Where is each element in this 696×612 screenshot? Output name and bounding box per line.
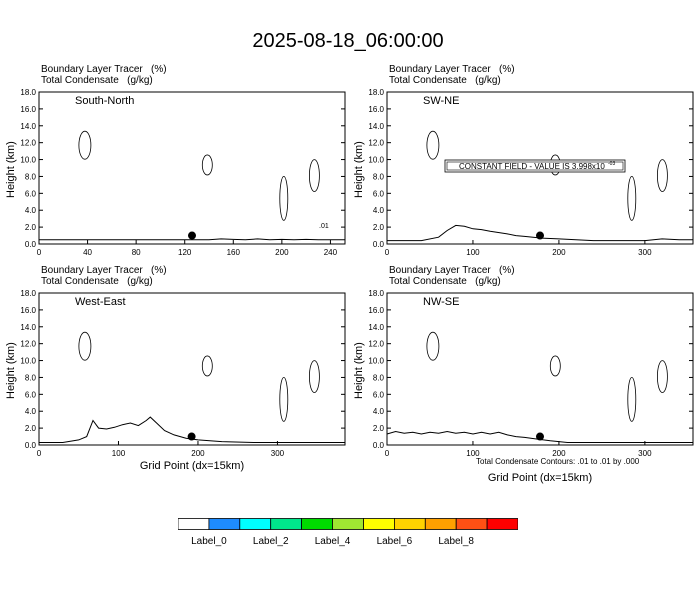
- panel-4-ytick-label: 10.0: [368, 356, 384, 366]
- panel-3-xtick-label: 300: [270, 449, 285, 458]
- panel-1-xtick-label: 200: [275, 248, 289, 257]
- panel-1-ytick-label: 10.0: [20, 155, 36, 165]
- colorbar-labels: [0, 536, 696, 550]
- panel-3-xtick-label: 100: [111, 449, 126, 458]
- panel-1-xtick-label: 160: [226, 248, 240, 257]
- panel-4-ytick-label: 8.0: [372, 373, 384, 383]
- panel-3-xlabel: Grid Point (dx=15km): [139, 460, 245, 472]
- panel-4-xlabel: Grid Point (dx=15km): [487, 472, 593, 484]
- panel-2-panel-label: SW-NE: [423, 95, 460, 107]
- panel-1-location-marker: [188, 232, 196, 240]
- panel-2-xtick-label: 0: [384, 248, 390, 257]
- panel-4-condensate-contour: [550, 356, 560, 376]
- panel-3-location-marker: [188, 433, 196, 441]
- panel-4-ytick-label: 6.0: [372, 390, 384, 400]
- panel-4-location-marker: [536, 433, 544, 441]
- panel-2-header-tracer: Boundary Layer Tracer (%): [389, 64, 515, 75]
- panel-1-xtick-label: 80: [131, 248, 141, 257]
- panel-4-xtick-label: 200: [552, 449, 566, 458]
- panel-4-ytick-label: 14.0: [368, 322, 384, 332]
- panel-3-panel-label: West-East: [75, 296, 126, 308]
- panel-3-condensate-contour: [79, 332, 91, 360]
- colorbar: [178, 518, 518, 530]
- panel-2-condensate-contour: [427, 131, 439, 159]
- colorbar-segment: [425, 519, 456, 530]
- panel-1-condensate-contour: [309, 160, 319, 192]
- panel-3-ytick-label: 2.0: [24, 424, 36, 434]
- colorbar-segment: [209, 519, 240, 530]
- panel-3-xtick-label: 0: [36, 449, 42, 458]
- panel-4-ytick-label: 18.0: [368, 289, 384, 298]
- panel-4-panel-label: NW-SE: [423, 296, 460, 308]
- panel-1-ytick-label: 0.0: [24, 240, 36, 249]
- panel-2-ytick-label: 2.0: [372, 223, 384, 233]
- panel-2-location-marker: [536, 232, 544, 240]
- colorbar-segment: [178, 519, 209, 530]
- panel-4-condensate-contour: [427, 332, 439, 360]
- panel-2-ytick-label: 12.0: [368, 138, 384, 148]
- panel-1-condensate-contour: [202, 155, 212, 175]
- panel-2-ytick-label: 6.0: [372, 189, 384, 199]
- colorbar-segment: [394, 519, 425, 530]
- panel-1-ytick-label: 6.0: [24, 189, 36, 199]
- panel-2-ytick-label: 0.0: [372, 240, 384, 249]
- panel-3-ytick-label: 0.0: [24, 441, 36, 450]
- colorbar-segment: [456, 519, 487, 530]
- panel-2-ytick-label: 10.0: [368, 155, 384, 165]
- panel-2-annotation-text: CONSTANT FIELD - VALUE IS 3.998x10: [459, 162, 605, 171]
- panel-1-header-condensate: Total Condensate (g/kg): [41, 75, 153, 86]
- panel-3-xtick-label: 200: [191, 449, 205, 458]
- colorbar-segment: [487, 519, 518, 530]
- panel-2-condensate-contour: [657, 160, 667, 192]
- panel-2-ytick-label: 4.0: [372, 206, 384, 216]
- panel-4-xtick-label: 300: [638, 449, 652, 458]
- panel-4-plot: [357, 289, 696, 465]
- colorbar-segment: [271, 519, 302, 530]
- panel-1-header-tracer: Boundary Layer Tracer (%): [41, 64, 167, 75]
- colorbar-label: Label_6: [376, 536, 413, 547]
- panel-1-plot: [9, 88, 355, 264]
- panel-1-ytick-label: 2.0: [24, 223, 36, 233]
- panel-3-condensate-contour: [202, 356, 212, 376]
- colorbar-label: Label_4: [314, 536, 351, 547]
- panel-3-header: [41, 265, 167, 287]
- panel-3-frame: [39, 293, 345, 445]
- panel-2-ytick-label: 8.0: [372, 172, 384, 182]
- panel-4-header-condensate: Total Condensate (g/kg): [389, 276, 501, 287]
- panel-3-ytick-label: 14.0: [20, 322, 36, 332]
- panel-3-condensate-contour: [309, 361, 319, 393]
- panel-1-xtick-label: 120: [178, 248, 192, 257]
- panel-3-header-condensate: Total Condensate (g/kg): [41, 276, 153, 287]
- panel-1-xtick-label: 240: [323, 248, 338, 257]
- panel-2-annotation-exponent: -03: [608, 161, 616, 167]
- colorbar-label: Label_2: [252, 536, 289, 547]
- panel-1-ylabel: Height (km): [5, 141, 17, 198]
- colorbar-segment: [333, 519, 364, 530]
- panel-3-condensate-contour: [280, 377, 288, 421]
- panel-4-ytick-label: 12.0: [368, 339, 384, 349]
- panel-2-xtick-label: 300: [638, 248, 652, 257]
- panel-2-header: [389, 64, 515, 86]
- panel-3-plot: [9, 289, 355, 465]
- panel-4-condensate-contour: [628, 377, 636, 421]
- colorbar-label: Label_0: [191, 536, 227, 547]
- panel-3-ytick-label: 16.0: [20, 305, 36, 315]
- panel-2-condensate-contour: [628, 176, 636, 220]
- panel-2-xtick-label: 100: [466, 248, 480, 257]
- colorbar-segment: [240, 519, 271, 530]
- contour-info: Total Condensate Contours: .01 to .01 by .000: [476, 457, 640, 466]
- panel-2-ytick-label: 14.0: [368, 121, 384, 131]
- panel-1-ytick-label: 4.0: [24, 206, 36, 216]
- panel-3-ytick-label: 4.0: [24, 407, 36, 417]
- panel-2-ylabel: Height (km): [353, 141, 365, 198]
- panel-1-ytick-label: 12.0: [20, 138, 36, 148]
- panel-3-ytick-label: 18.0: [20, 289, 36, 298]
- panel-2-ytick-label: 18.0: [368, 88, 384, 97]
- panel-1-panel-label: South-North: [75, 95, 135, 107]
- panel-1-condensate-contour: [79, 131, 91, 159]
- panel-1-xtick-label: 0: [36, 248, 42, 257]
- panel-4-condensate-contour: [657, 361, 667, 393]
- panel-3-ytick-label: 12.0: [20, 339, 36, 349]
- colorbar-label: Label_8: [438, 536, 474, 547]
- panel-4-xtick-label: 0: [384, 449, 390, 458]
- panel-3-header-tracer: Boundary Layer Tracer (%): [41, 265, 167, 276]
- colorbar-segment: [364, 519, 395, 530]
- panel-4-header-tracer: Boundary Layer Tracer (%): [389, 265, 515, 276]
- page-title: 2025-08-18_06:00:00: [252, 30, 444, 52]
- panel-4-ytick-label: 16.0: [368, 305, 384, 315]
- panel-2-plot: [357, 88, 696, 264]
- panel-1-annotation-text: .01: [319, 222, 329, 230]
- panel-1-ytick-label: 8.0: [24, 172, 36, 182]
- panel-4-frame: [387, 293, 693, 445]
- panel-1-ytick-label: 16.0: [20, 104, 36, 114]
- panel-2-header-condensate: Total Condensate (g/kg): [389, 75, 501, 86]
- panel-4-ytick-label: 4.0: [372, 407, 384, 417]
- panel-1-header: [41, 64, 167, 86]
- panel-3-ytick-label: 10.0: [20, 356, 36, 366]
- panel-3-ytick-label: 8.0: [24, 373, 36, 383]
- panel-3-ylabel: Height (km): [5, 342, 17, 399]
- panel-4-header: [389, 265, 515, 287]
- panel-1-ytick-label: 14.0: [20, 121, 36, 131]
- panel-1-condensate-contour: [280, 176, 288, 220]
- panel-2-xtick-label: 200: [552, 248, 566, 257]
- panel-4-ytick-label: 0.0: [372, 441, 384, 450]
- panel-1-ytick-label: 18.0: [20, 88, 36, 97]
- panel-4-ytick-label: 2.0: [372, 424, 384, 434]
- panel-2-constant-field-annotation: [445, 160, 625, 172]
- colorbar-segment: [302, 519, 333, 530]
- panel-1-frame: [39, 92, 345, 244]
- panel-4-xtick-label: 100: [466, 449, 480, 458]
- panel-1-xtick-label: 40: [83, 248, 93, 257]
- panel-2-ytick-label: 16.0: [368, 104, 384, 114]
- panel-4-ylabel: Height (km): [353, 342, 365, 399]
- panel-3-ytick-label: 6.0: [24, 390, 36, 400]
